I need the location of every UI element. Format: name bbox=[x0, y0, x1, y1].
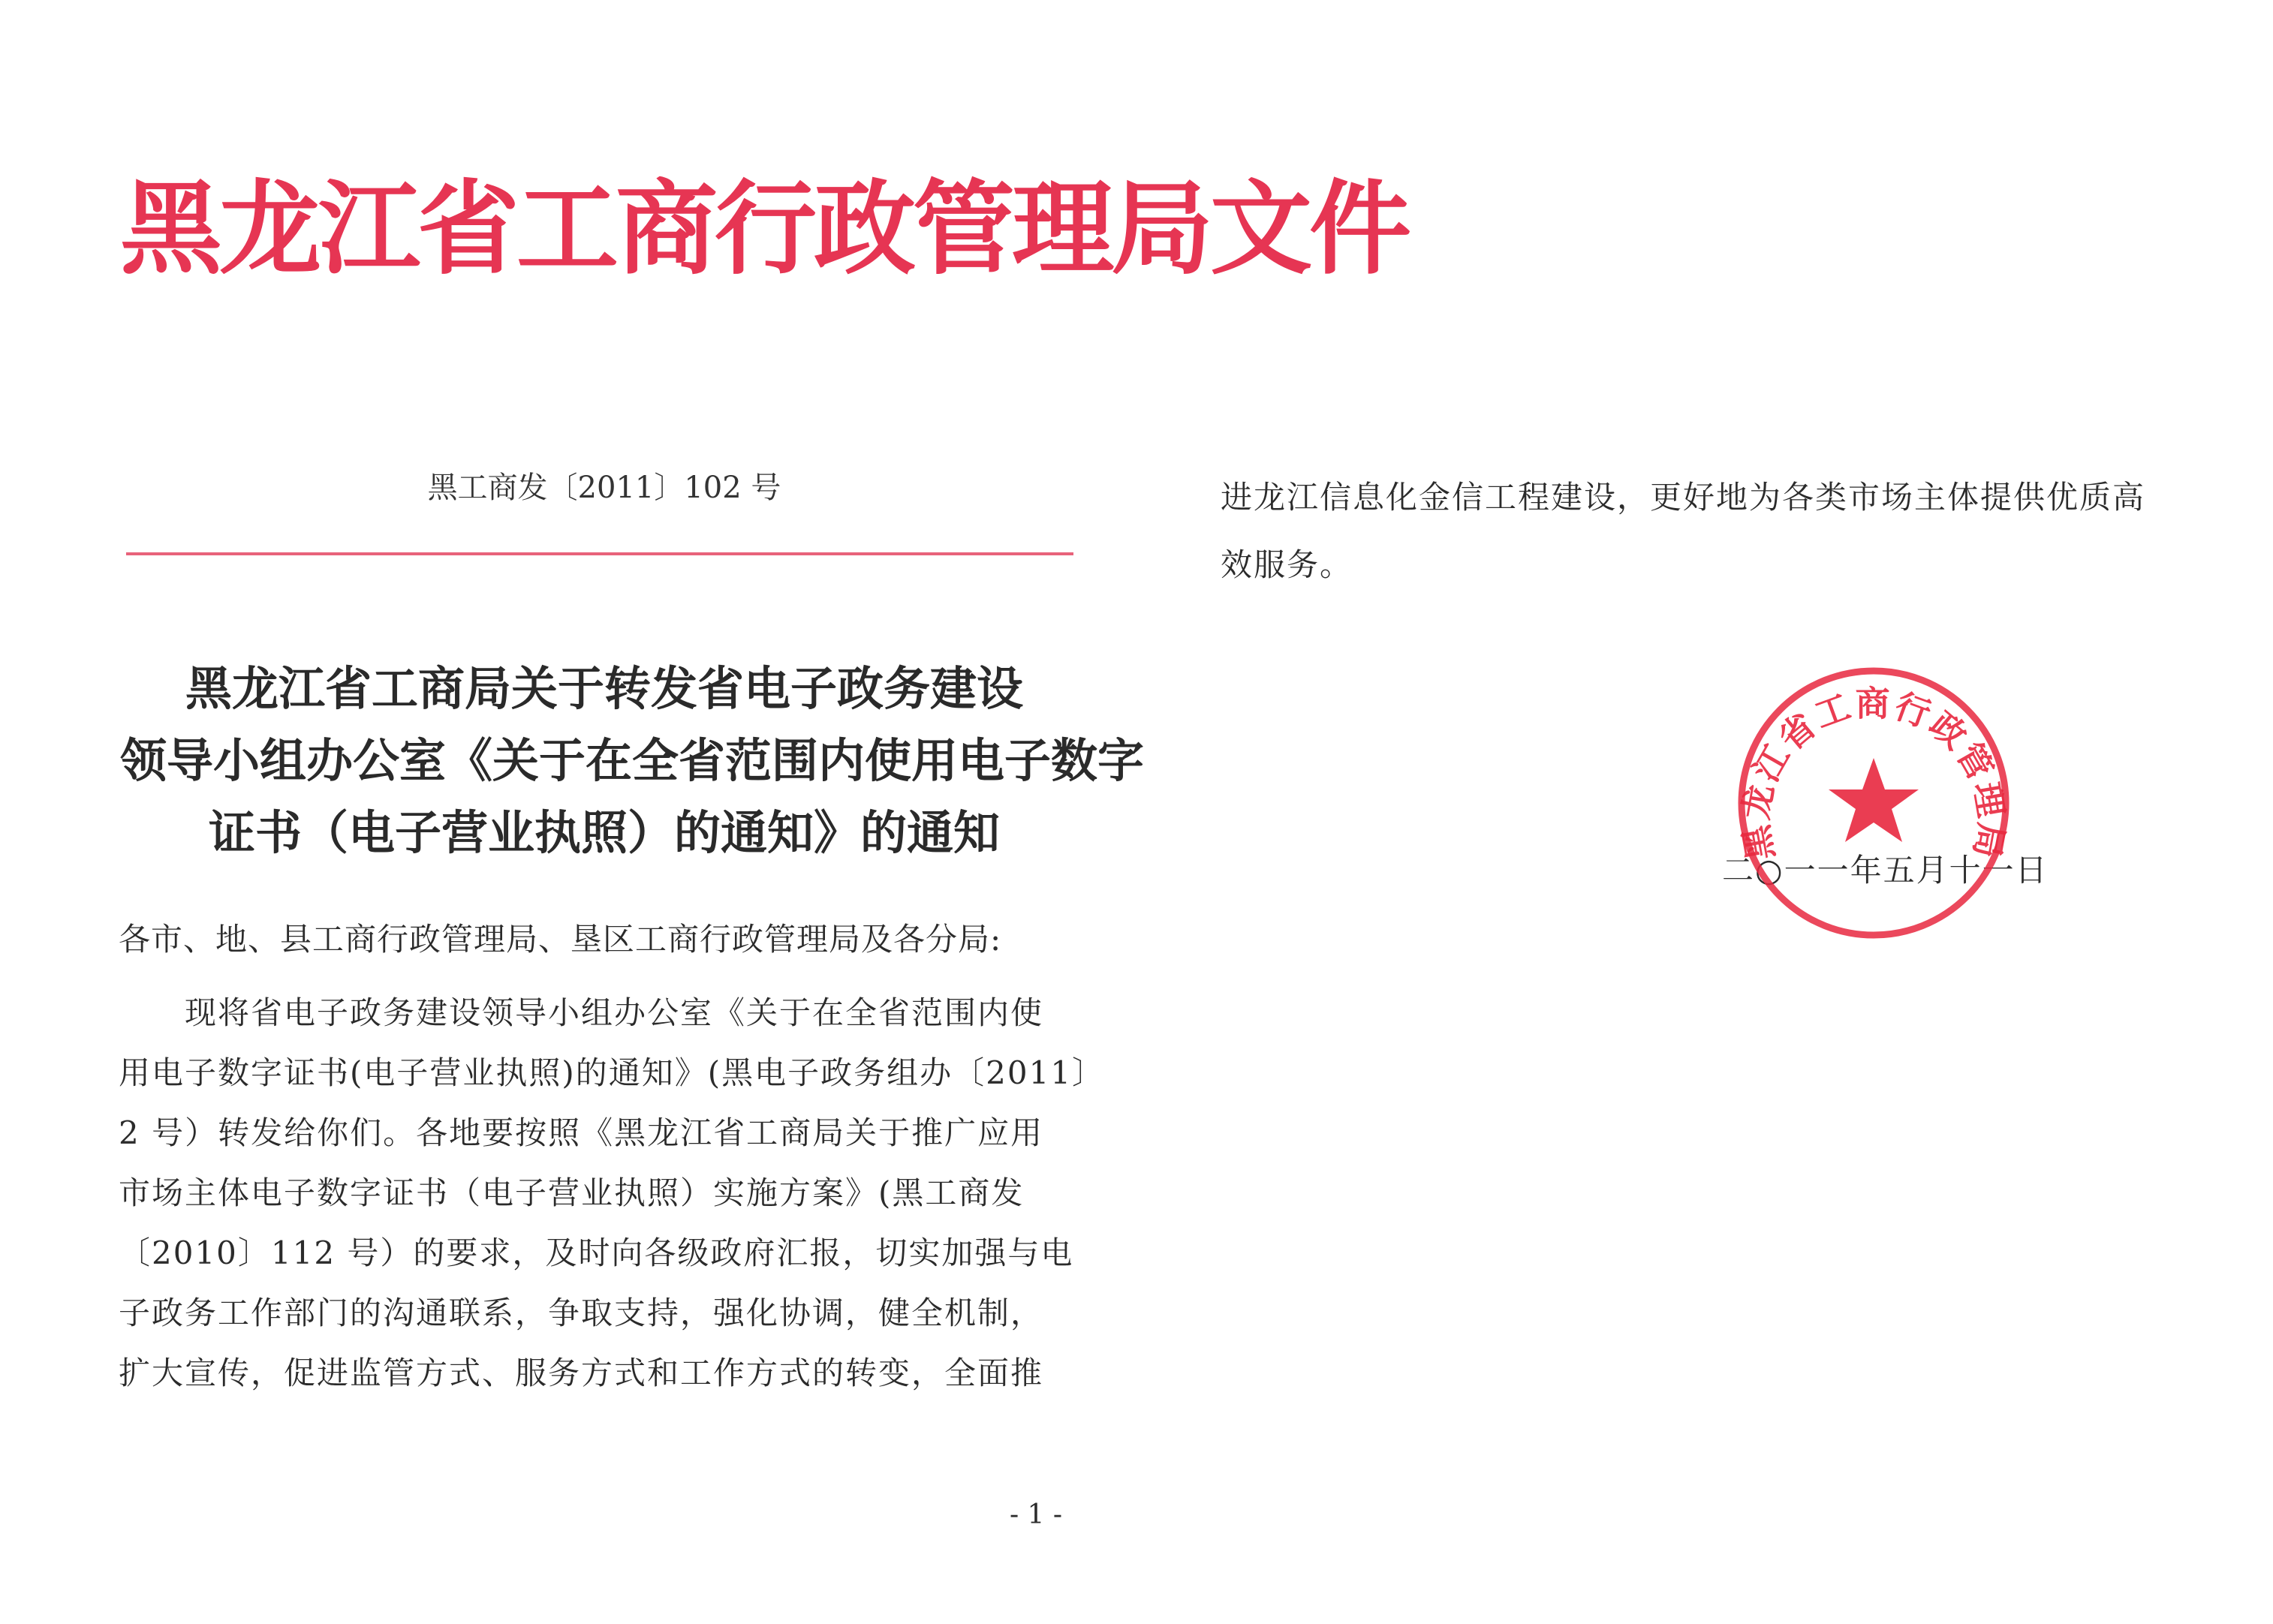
document-title bbox=[120, 653, 1145, 869]
body-line: 市场主体电子数字证书（电子营业执照）实施方案》(黑工商发 bbox=[119, 1174, 1025, 1211]
official-seal bbox=[1731, 660, 2016, 946]
binding-mark bbox=[39, 225, 44, 315]
issue-date: 二○一一年五月十一日 bbox=[1722, 852, 2049, 889]
body-line: 2 号）转发给你们。各地要按照《黑龙江省工商局关于推广应用 bbox=[119, 1114, 1044, 1151]
body-line: 子政务工作部门的沟通联系，争取支持，强化协调，健全机制， bbox=[119, 1295, 1044, 1331]
body-line: 效服务。 bbox=[1221, 546, 1353, 583]
body-text-left bbox=[119, 983, 1106, 1403]
body-line: 用电子数字证书(电子营业执照)的通知》(黑电子政务组办〔2011〕 bbox=[119, 1054, 1106, 1091]
title-line: 证书（电子营业执照）的通知》的通知 bbox=[208, 805, 1000, 860]
star-icon bbox=[1829, 758, 1919, 842]
document-number: 黑工商发〔2011〕102 号 bbox=[427, 471, 781, 505]
body-line: 扩大宣传，促进监管方式、服务方式和工作方式的转变，全面推 bbox=[119, 1355, 1044, 1391]
page-right bbox=[1136, 0, 2273, 1624]
red-divider-line bbox=[126, 552, 1073, 555]
title-line: 领导小组办公室《关于在全省范围内使用电子数字 bbox=[120, 733, 1145, 788]
body-line: 〔2010〕112 号）的要求，及时向各级政府汇报，切实加强与电 bbox=[119, 1235, 1074, 1271]
page-number: - 1 - bbox=[1009, 1499, 1063, 1530]
seal-text: 黑龙江省工商行政管理局 bbox=[1735, 683, 2013, 864]
addressee: 各市、地、县工商行政管理局、垦区工商行政管理局及各分局: bbox=[119, 921, 1002, 958]
title-line: 黑龙江省工商局关于转发省电子政务建设 bbox=[185, 661, 1023, 716]
body-line: 进龙江信息化金信工程建设，更好地为各类市场主体提供优质高 bbox=[1221, 479, 2146, 516]
body-line: 现将省电子政务建设领导小组办公室《关于在全省范围内使 bbox=[119, 994, 1044, 1031]
document-masthead: 黑龙江省工商行政管理局文件 bbox=[120, 169, 1408, 289]
body-text-right bbox=[1221, 464, 2219, 599]
seal-graphic bbox=[1731, 660, 2016, 946]
